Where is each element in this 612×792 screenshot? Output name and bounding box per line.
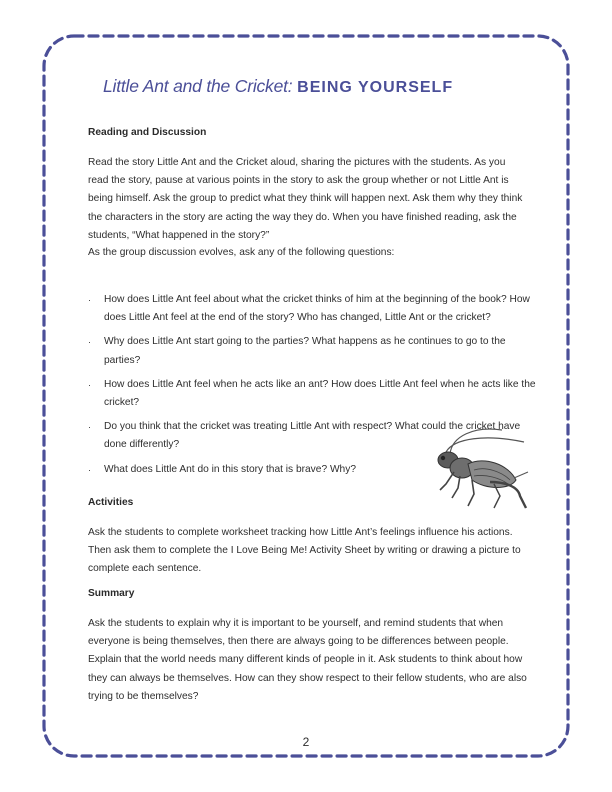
questions-intro: As the group discussion evolves, ask any of the following questions: [88, 247, 395, 258]
list-item: · Why does Little Ant start going to the parties? What happens as he continues to go to the parties? [88, 336, 506, 366]
summary-heading: Summary [88, 588, 135, 599]
page-number: 2 [302, 735, 310, 749]
summary-paragraph: Ask the students to explain why it is important to be yourself, and remind students that when everyone is being themselves, then there are always going to be differences between people. Explain that the world needs many different kinds of people in it. Ask students to think about how they can always be themselves. How can they show respect to their fellow students, who are also trying to be themselves? [88, 618, 527, 702]
cricket-icon [424, 424, 534, 514]
list-item: · What does Little Ant do in this story that is brave? Why? [88, 463, 356, 475]
activities-heading: Activities [88, 497, 134, 508]
list-item: · How does Little Ant feel about what the cricket thinks of him at the beginning of the book? How does Little Ant feel at the end of the story? Who has changed, Little Ant or the cricket? [88, 294, 530, 324]
list-item: · Do you think that the cricket was treating Little Ant with respect? What could the cricket have done differently? [88, 421, 521, 451]
list-item: · How does Little Ant feel when he acts like an ant? How does Little Ant feel when he acts like the cricket? [88, 378, 536, 409]
title-main: Little Ant and the Cricket: [103, 76, 298, 96]
activities-paragraph: Ask the students to complete worksheet tracking how Little Ant’s feelings influence his actions. Then ask them to complete the I Love Being Me! Activity Sheet by writing or drawing a picture to complete each sentence. [88, 527, 521, 575]
reading-heading: Reading and Discussion [88, 127, 207, 138]
reading-paragraph: Read the story Little Ant and the Cricket aloud, sharing the pictures with the students. As you read the story, pause at various points in the story to ask the group whether or not Little Ant is being himself. Ask the group to predict what they think will happen next. Ask them why they think the characters in the story are acting the way they do. When you have finished reading, ask the students, “What happened in the story?” [88, 157, 523, 241]
page-title [103, 76, 453, 97]
title-theme: BEING YOURSELF [297, 79, 454, 96]
